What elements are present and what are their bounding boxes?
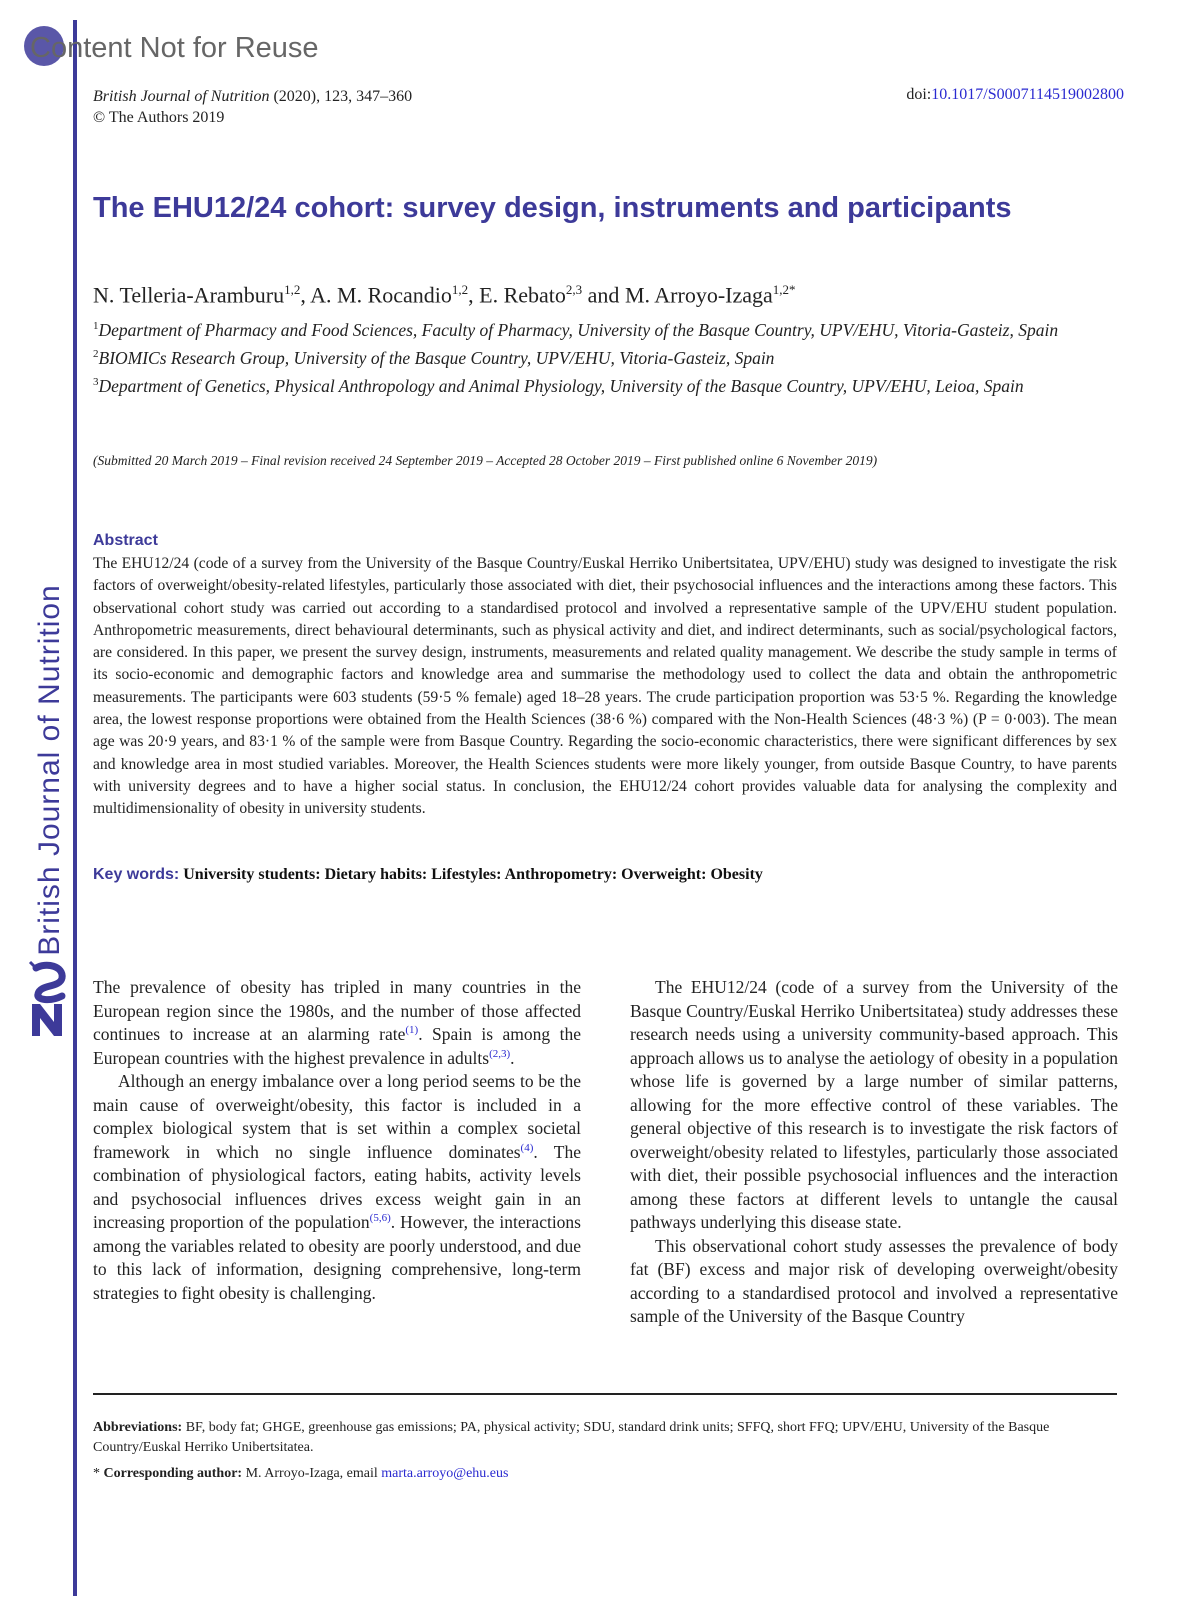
affiliation bbox=[93, 314, 1093, 342]
affiliation bbox=[93, 370, 1093, 398]
corresponding-author-label: Corresponding author: bbox=[103, 1466, 243, 1481]
paragraph-text: Although an energy imbalance over a long period seems to be the main cause of overweight/obesity, this factor is included in a complex biological system that is set within a complex societal framework in which no single influence dominates bbox=[93, 1071, 581, 1162]
citation-header bbox=[93, 86, 412, 128]
paragraph: The EHU12/24 (code of a survey from the University of the Basque Country/Euskal Herriko Unibertsitatea) study addresses these research needs using a university community-based approach. This approach allows us to analyse the aetiology of obesity in a population whose life is governed by a large number of similar patterns, allowing for the more effective control of these variables. The general objective of this research is to investigate the risk factors of overweight/obesity related to lifestyles, particularly those associated with diet, their possible psychosocial influences and the interaction among these factors at different levels to untangle the causal pathways underlying this disease state. bbox=[630, 977, 1118, 1232]
reference-link[interactable]: (2,3) bbox=[489, 1047, 511, 1060]
author-name: M. Arroyo-Izaga bbox=[624, 282, 773, 308]
affiliation-text: BIOMICs Research Group, University of the Basque Country, UPV/EHU, Vitoria-Gasteiz, Spain bbox=[98, 347, 775, 368]
paragraph-text: . However, the interactions among the variables related to obesity are poorly understood, and due to this lack of information, designing comprehensive, long-term strategies to fight obesity is challenging. bbox=[93, 1212, 581, 1303]
paragraph-text: The prevalence of obesity has tripled in many countries in the European region since the 1980s, and the number of those affected continues to increase at an alarming rate bbox=[93, 977, 581, 1044]
paragraph: This observational cohort study assesses the prevalence of body fat (BF) excess and major risk of developing overweight/obesity according to a standardised protocol and involved a representative sample of the University of the Basque Country bbox=[630, 1235, 1118, 1326]
abbreviations-text: BF, body fat; GHGE, greenhouse gas emissions; PA, physical activity; SDU, standard drink units; SFFQ, short FFQ; UPV/EHU, University of the Basque Country/Euskal Herriko Unibertsitatea. bbox=[93, 1420, 1050, 1455]
abstract-text: The EHU12/24 (code of a survey from the University of the Basque Country/Euskal Herriko Unibertsitatea, UPV/EHU) study was designed to investigate the risk factors of overweight/obesity-related lifestyles, particularly those associated with diet, their psychosocial influences and the interactions among these factors. This observational cohort study was carried out according to a standardised protocol and involved a representative sample of the UPV/EHU student population. Anthropometric measurements, direct behavioural determinants, such as physical activity and diet, and indirect determinants, such as social/psychological factors, are considered. In this paper, we present the survey design, instruments, measurements and related quality management. We describe the study sample in terms of its socio-economic and demographic factors and knowledge area and summarise the methodology used to collect the data and obtain the anthropometric measurements. The participants were 603 students (59·5 % female) aged 18–28 years. The crude participation proportion was 53·5 %. Regarding the knowledge area, the lowest response proportions were obtained from the Health Sciences (38·6 %) compared with the Non-Health Sciences (48·3 %) (P = 0·003). The mean age was 20·9 years, and 83·1 % of the sample were from Basque Country. Regarding the socio-economic characteristics, there were significant differences by sex and knowledge area in most studied variables. Moreover, the Health Sciences students were more likely younger, from outside Basque Country, to have parents with university degrees and to have a higher social status. In conclusion, the EHU12/24 cohort provides valuable data for analysing the complexity and multidimensionality of obesity in university students. bbox=[93, 555, 1117, 818]
keywords bbox=[93, 866, 763, 884]
doi-link[interactable]: 10.1017/S0007114519002800 bbox=[931, 86, 1124, 103]
author-separator: and bbox=[582, 282, 625, 308]
author-affil-sup: 1,2 bbox=[451, 282, 469, 297]
author-separator: , bbox=[468, 282, 480, 308]
article-title: The EHU12/24 cohort: survey design, instruments and participants bbox=[93, 192, 1012, 224]
affiliation-number: 2 bbox=[93, 347, 99, 360]
author-affil-sup: 1,2 bbox=[284, 282, 301, 297]
doi bbox=[906, 86, 1124, 104]
email-link[interactable]: marta.arroyo@ehu.eus bbox=[381, 1466, 509, 1481]
reference-link[interactable]: (1) bbox=[405, 1024, 419, 1037]
citation-details: (2020), 123, 347–360 bbox=[269, 88, 413, 105]
ns-logo-icon bbox=[28, 960, 72, 1040]
affiliation-number: 1 bbox=[93, 320, 99, 332]
journal-name: British Journal of Nutrition bbox=[93, 88, 270, 105]
abbreviations-label: Abbreviations: bbox=[93, 1420, 183, 1435]
author-affil-sup: 2,3 bbox=[565, 282, 583, 297]
corresponding-author-name: M. Arroyo-Izaga, email bbox=[242, 1466, 382, 1481]
journal-vertical-title: British Journal of Nutrition bbox=[33, 584, 66, 956]
affiliation-text: Department of Pharmacy and Food Sciences, Faculty of Pharmacy, University of the Basque Country, UPV/EHU, Vitoria-Gasteiz, Spain bbox=[98, 319, 1059, 340]
paragraph-text: . The combination of physiological factors, eating habits, activity levels and psychosocial influences drives excess weight gain in an increasing proportion of the population bbox=[93, 1141, 581, 1232]
keywords-label: Key words: bbox=[93, 866, 180, 883]
body-column-right bbox=[630, 976, 1118, 1329]
author-separator: , bbox=[300, 282, 311, 308]
affiliations bbox=[93, 314, 1093, 397]
author-name: N. Telleria-Aramburu bbox=[93, 282, 285, 308]
abbreviations-footnote bbox=[93, 1418, 1117, 1458]
watermark-text: Content Not for Reuse bbox=[30, 32, 319, 64]
author-list bbox=[93, 282, 796, 308]
affiliation-text: Department of Genetics, Physical Anthropology and Animal Physiology, University of the Basque Country, UPV/EHU, Leioa, Spain bbox=[98, 375, 1024, 396]
author-affil-sup: 1,2* bbox=[772, 282, 796, 297]
author-name: E. Rebato bbox=[479, 282, 566, 308]
doi-label: doi: bbox=[906, 86, 932, 103]
corresponding-author-footnote bbox=[93, 1466, 508, 1482]
affiliation bbox=[93, 342, 1093, 370]
keywords-text: University students: Dietary habits: Lifestyles: Anthropometry: Overweight: Obesity bbox=[183, 866, 763, 883]
author-name: A. M. Rocandio bbox=[310, 282, 452, 308]
paragraph bbox=[93, 1070, 581, 1305]
paragraph-text: . Spain is among the European countries with the highest prevalence in adults bbox=[93, 1024, 581, 1068]
copyright: © The Authors 2019 bbox=[93, 109, 225, 126]
reference-link[interactable]: (4) bbox=[520, 1141, 534, 1154]
body-column-left bbox=[93, 976, 581, 1305]
asterisk: * bbox=[93, 1466, 100, 1481]
reference-link[interactable]: (5,6) bbox=[369, 1212, 391, 1225]
affiliation-number: 3 bbox=[93, 375, 99, 388]
paragraph-text: . bbox=[510, 1047, 515, 1068]
abstract-heading: Abstract bbox=[93, 532, 158, 549]
paragraph bbox=[93, 976, 581, 1070]
submission-dates: (Submitted 20 March 2019 – Final revision received 24 September 2019 – Accepted 28 October 2019 – First published online 6 November 2019) bbox=[93, 453, 878, 468]
footnote-divider bbox=[93, 1393, 1117, 1395]
